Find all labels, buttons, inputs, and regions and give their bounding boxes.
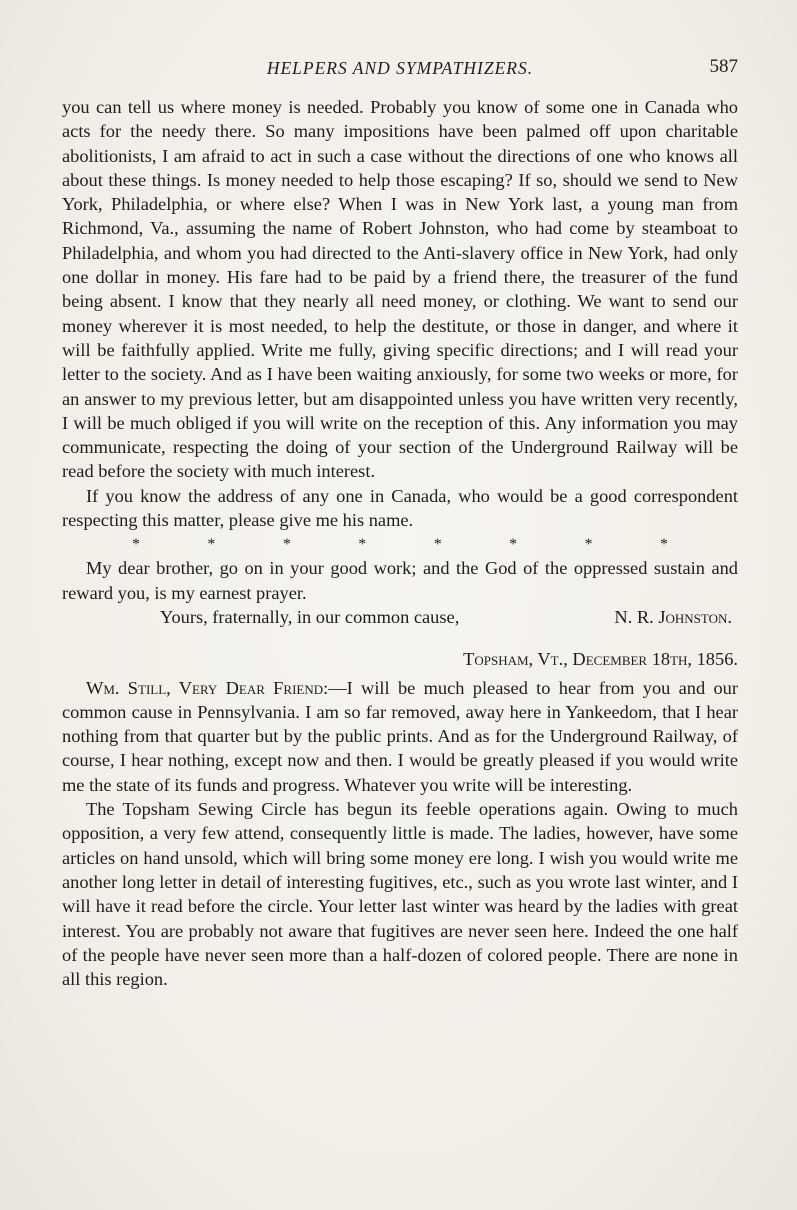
running-head: HELPERS AND SYMPATHIZERS. <box>266 58 534 78</box>
letter1-paragraph-3: My dear brother, go on in your good work; and the God of the oppressed sustain and reward you, is my earnest prayer. <box>62 558 738 603</box>
letter2-paragraph-1 <box>62 676 738 797</box>
page-header <box>62 58 738 84</box>
letter1-signoff <box>62 605 738 629</box>
letter1-paragraph-2: If you know the address of any one in Canada, who would be a good correspondent respecting this matter, please give me his name. <box>62 485 738 531</box>
body-text <box>62 95 738 991</box>
page-number: 587 <box>709 56 738 77</box>
asterism: * <box>282 536 291 554</box>
letter1-paragraph-1: you can tell us where money is needed. Probably you know of some one in Canada who acts for the needy there. So many impositions have been palmed off upon charitable abolitionists, I am afraid to act in such a case without the directions of one who knows all about these things. Is money needed to help those escaping? If so, should we send to New York, Philadelphia, or where else? When I was in New York last, a young man from Richmond, Va., assuming the name of Robert Johnston, who had come by steamboat to Philadelphia, and whom you had directed to the Anti-slavery office in New York, had only one dollar in money. His fare had to be paid by a friend there, the treasurer of the fund being absent. I know that they nearly all need money, or clothing. We want to send our money wherever it is most needed, to help the destitute, or those in danger, and where it will be faithfully applied. Write me fully, giving specific directions; and I will read your letter to the society. And as I have been waiting anxiously, for some two weeks or more, for an answer to my previous letter, but am disappointed unless you have written very recently, I will be much obliged if you will write on the reception of this. Any information you may communicate, respecting the doing of your section of the Underground Railway will be read before the society with much interest. <box>62 97 738 482</box>
letter2-paragraph-1-text: —I will be much pleased to hear from you and our common cause in Pennsylvania. I am so far removed, away here in Yankeedom, that I hear nothing from that quarter but by the public prints. And as for the Underground Railway, of course, I hear nothing, except now and then. I would be greatly pleased if you would write me the state of its funds and progress. Whatever you write will be interesting. <box>62 677 738 795</box>
asterism: * <box>207 536 216 554</box>
letter2-salutation: Wm. Still, Very Dear Friend: <box>86 677 329 698</box>
asterism: * <box>584 536 593 554</box>
asterism: * <box>509 536 518 554</box>
asterism-row <box>62 534 738 556</box>
asterism: * <box>433 536 442 554</box>
asterism: * <box>358 536 367 554</box>
letter1-closing: Yours, fraternally, in our common cause, <box>160 606 460 627</box>
letter2-dateline: Topsham, Vt., December 18th, 1856. <box>463 649 738 670</box>
asterism: * <box>659 536 668 554</box>
letter1-signature: N. R. Johnston. <box>614 606 732 627</box>
letter2-paragraph-2: The Topsham Sewing Circle has begun its feeble operations again. Owing to much opposition, a very few attend, consequently little is made. The ladies, however, have some articles on hand unsold, which will bring some money ere long. I wish you would write me another long letter in detail of interesting fugitives, etc., such as you wrote last winter, and I will have it read before the circle. Your letter last winter was heard by the ladies with great interest. You are probably not aware that fugitives are never seen here. Indeed the one half of the people have never seen more than a half-dozen of colored people. There are none in all this region. <box>62 799 738 990</box>
asterism: * <box>132 536 140 554</box>
